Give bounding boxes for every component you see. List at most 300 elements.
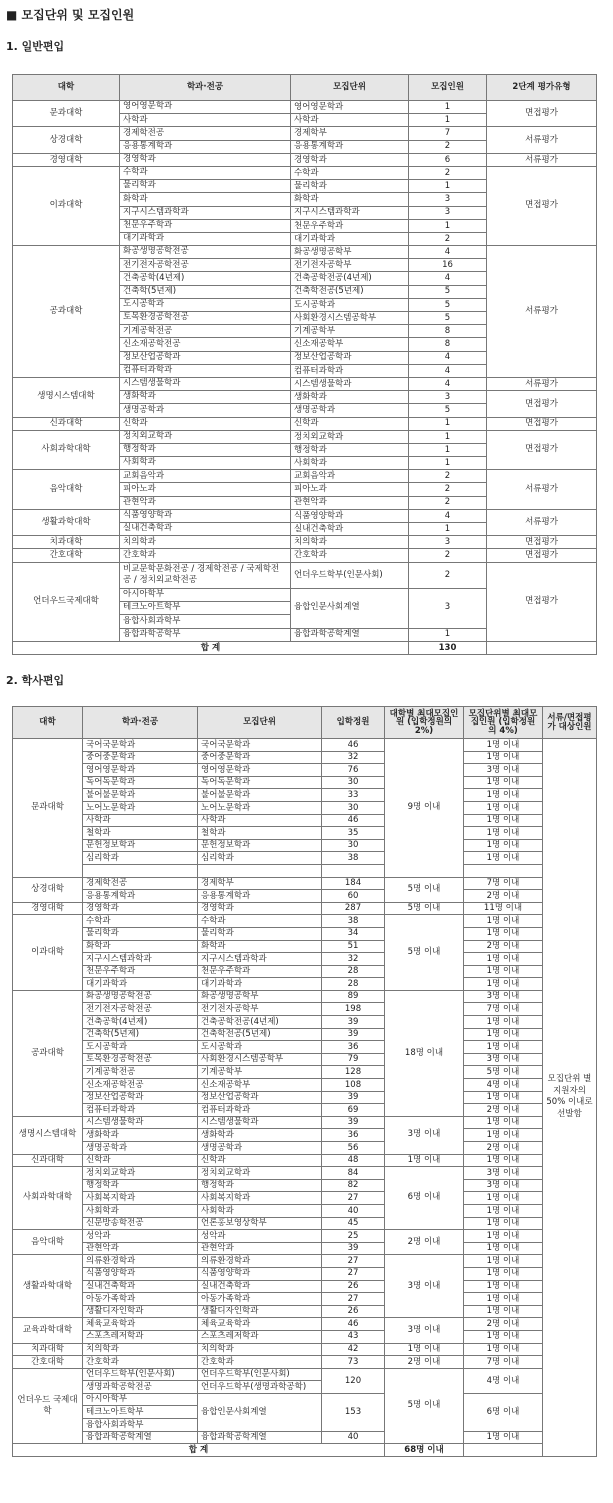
table-cell: 치의학과 bbox=[83, 1343, 198, 1356]
table-cell: 1명 이내 bbox=[464, 927, 543, 940]
table-cell: 2명 이내 bbox=[464, 1104, 543, 1117]
table-cell: 교육과학대학 bbox=[13, 1318, 83, 1343]
table-cell: 1 bbox=[409, 430, 487, 443]
table-cell: 신학과 bbox=[120, 417, 291, 430]
table-cell: 108 bbox=[322, 1079, 385, 1092]
header-eval-type: 2단계 평가유형 bbox=[487, 75, 597, 101]
table-cell: 언더우드 국제대학 bbox=[13, 1368, 83, 1444]
table-cell: 생화학과 bbox=[291, 391, 409, 404]
table-cell: 생명공학과 bbox=[198, 1142, 322, 1155]
table-cell: 1 bbox=[409, 114, 487, 127]
table-cell: 정치외교학과 bbox=[198, 1167, 322, 1180]
table-row bbox=[13, 839, 597, 852]
table-row bbox=[13, 1356, 597, 1369]
table-row bbox=[13, 417, 597, 430]
table-cell: 신학과 bbox=[83, 1154, 198, 1167]
table-row bbox=[13, 827, 597, 840]
table-cell: 비교문학문화전공 / 경제학전공 / 국제학전공 / 정치외교학전공 bbox=[120, 562, 291, 588]
table-cell: 경영학과 bbox=[198, 902, 322, 915]
table-cell: 생명과학공학전공 bbox=[83, 1381, 198, 1394]
table-cell: 2명 이내 bbox=[464, 1318, 543, 1331]
table-cell: 사회과학대학 bbox=[13, 430, 120, 470]
table-cell: 30 bbox=[322, 776, 385, 789]
table-cell bbox=[322, 864, 385, 877]
table-cell: 식품영양학과 bbox=[120, 509, 291, 522]
table-cell: 27 bbox=[322, 1255, 385, 1268]
table-cell: 9명 이내 bbox=[385, 739, 464, 878]
table-cell: 1명 이내 bbox=[464, 953, 543, 966]
table-row bbox=[13, 902, 597, 915]
table-row bbox=[13, 915, 597, 928]
table-cell: 컴퓨터과학과 bbox=[198, 1104, 322, 1117]
table-cell: 4 bbox=[409, 246, 487, 259]
table-cell: 식품영양학과 bbox=[83, 1267, 198, 1280]
total-row bbox=[13, 641, 597, 654]
table-cell: 46 bbox=[322, 1318, 385, 1331]
table-cell: 1 bbox=[409, 523, 487, 536]
header-eval-target: 서류/면접평가 대상인원 bbox=[543, 707, 597, 739]
table-cell: 1명 이내 bbox=[464, 1230, 543, 1243]
table-cell: 면접평가 bbox=[487, 391, 597, 417]
table-cell: 생화학과 bbox=[83, 1129, 198, 1142]
table-cell: 노어노문학과 bbox=[83, 801, 198, 814]
table-row bbox=[13, 549, 597, 562]
table-cell: 39 bbox=[322, 1242, 385, 1255]
table-cell: 1명 이내 bbox=[464, 739, 543, 752]
table-cell: 사회학과 bbox=[198, 1204, 322, 1217]
table-cell: 간호학과 bbox=[120, 549, 291, 562]
table-cell: 생명공학과 bbox=[120, 404, 291, 417]
table-cell: 84 bbox=[322, 1167, 385, 1180]
table-cell: 1명 이내 bbox=[464, 1091, 543, 1104]
table-cell: 생화학과 bbox=[120, 391, 291, 404]
table-cell: 사회학과 bbox=[83, 1204, 198, 1217]
table-cell: 2명 이내 bbox=[385, 1230, 464, 1255]
table-cell: 이과대학 bbox=[13, 166, 120, 245]
table-cell: 2 bbox=[409, 470, 487, 483]
table-cell: 79 bbox=[322, 1053, 385, 1066]
table-cell: 2명 이내 bbox=[464, 1142, 543, 1155]
table-cell: 언더우드학부(인문사회) bbox=[83, 1368, 198, 1381]
table-cell: 287 bbox=[322, 902, 385, 915]
table-cell: 신학과 bbox=[291, 417, 409, 430]
table-cell: 36 bbox=[322, 1129, 385, 1142]
table-cell: 면접평가 bbox=[487, 417, 597, 430]
table-cell: 1명 이내 bbox=[464, 1280, 543, 1293]
table-cell: 3 bbox=[409, 193, 487, 206]
table-cell: 테크노아트학부 bbox=[83, 1406, 198, 1419]
table-cell: 신과대학 bbox=[13, 417, 120, 430]
table-cell: 4 bbox=[409, 364, 487, 377]
table-cell: 공과대학 bbox=[13, 246, 120, 378]
table-cell: 정보산업공학과 bbox=[120, 351, 291, 364]
table-cell: 문헌정보학과 bbox=[83, 839, 198, 852]
table-row bbox=[13, 940, 597, 953]
table-cell: 서류평가 bbox=[487, 246, 597, 378]
table-row bbox=[13, 127, 597, 140]
table-cell: 융합과학공학계열 bbox=[198, 1431, 322, 1444]
table-cell: 중어중문학과 bbox=[198, 751, 322, 764]
table-row bbox=[13, 1116, 597, 1129]
table-cell: 76 bbox=[322, 764, 385, 777]
table-cell: 7명 이내 bbox=[464, 1356, 543, 1369]
table-cell: 서류평가 bbox=[487, 377, 597, 390]
table-cell: 3 bbox=[409, 391, 487, 404]
table-cell: 간호학과 bbox=[83, 1356, 198, 1369]
table-cell: 1명 이내 bbox=[464, 801, 543, 814]
table-cell: 1명 이내 bbox=[464, 1293, 543, 1306]
table-cell: 면접평가 bbox=[487, 101, 597, 127]
table-cell: 8 bbox=[409, 338, 487, 351]
table-row bbox=[13, 751, 597, 764]
table-cell: 3명 이내 bbox=[385, 1255, 464, 1318]
table-row bbox=[13, 953, 597, 966]
table-cell: 의류환경학과 bbox=[198, 1255, 322, 1268]
table-cell: 1명 이내 bbox=[464, 1330, 543, 1343]
table-cell: 73 bbox=[322, 1356, 385, 1369]
table-cell: 6 bbox=[409, 153, 487, 166]
table-cell: 5명 이내 bbox=[385, 877, 464, 902]
table-cell: 48 bbox=[322, 1154, 385, 1167]
table-cell: 실내건축학과 bbox=[83, 1280, 198, 1293]
table-cell: 독어독문학과 bbox=[198, 776, 322, 789]
table-cell: 36 bbox=[322, 1041, 385, 1054]
table-cell: 국어국문학과 bbox=[198, 739, 322, 752]
table-cell: 천문우주학과 bbox=[83, 965, 198, 978]
table-cell: 의류환경학과 bbox=[83, 1255, 198, 1268]
table-row bbox=[13, 864, 597, 877]
table-cell: 1명 이내 bbox=[464, 1305, 543, 1318]
table-cell: 18명 이내 bbox=[385, 990, 464, 1116]
table-cell: 생활과학대학 bbox=[13, 1255, 83, 1318]
table-cell: 수학과 bbox=[198, 915, 322, 928]
table-row bbox=[13, 789, 597, 802]
table-cell: 사회과학대학 bbox=[13, 1167, 83, 1230]
table-row bbox=[13, 1179, 597, 1192]
table-cell: 1명 이내 bbox=[464, 1267, 543, 1280]
table-cell: 3 bbox=[409, 588, 487, 628]
table-cell: 1 bbox=[409, 457, 487, 470]
table-cell: 4 bbox=[409, 272, 487, 285]
table-cell: 교회음악과 bbox=[120, 470, 291, 483]
table-cell: 언더우드학부(인문사회) bbox=[291, 562, 409, 588]
table-cell: 1명 이내 bbox=[464, 915, 543, 928]
table-row bbox=[13, 1230, 597, 1243]
table-cell bbox=[198, 864, 322, 877]
table-cell: 30 bbox=[322, 839, 385, 852]
table-cell: 관현악과 bbox=[120, 496, 291, 509]
table-cell: 언더우드국제대학 bbox=[13, 562, 120, 641]
table-cell: 신소재공학부 bbox=[198, 1079, 322, 1092]
table-cell: 1명 이내 bbox=[464, 827, 543, 840]
table-cell: 화학과 bbox=[198, 940, 322, 953]
table-cell: 신학과 bbox=[198, 1154, 322, 1167]
table-row bbox=[13, 509, 597, 522]
table-cell: 27 bbox=[322, 1293, 385, 1306]
table-cell: 기계공학전공 bbox=[83, 1066, 198, 1079]
table-cell: 정치외교학과 bbox=[291, 430, 409, 443]
table-cell: 34 bbox=[322, 927, 385, 940]
table-cell: 39 bbox=[322, 1016, 385, 1029]
header-unit: 모집단위 bbox=[198, 707, 322, 739]
table-cell: 1명 이내 bbox=[464, 1242, 543, 1255]
table-cell: 1명 이내 bbox=[464, 1016, 543, 1029]
table-cell: 28 bbox=[322, 965, 385, 978]
table-cell: 25 bbox=[322, 1230, 385, 1243]
header-quota: 모집인원 bbox=[409, 75, 487, 101]
table-cell: 1명 이내 bbox=[464, 978, 543, 991]
table-cell: 대기과학과 bbox=[291, 232, 409, 245]
table-cell: 행정학과 bbox=[120, 443, 291, 456]
table-cell: 수학과 bbox=[291, 166, 409, 179]
table-row bbox=[13, 1079, 597, 1092]
total-value: 130 bbox=[409, 641, 487, 654]
table-cell: 33 bbox=[322, 789, 385, 802]
total-empty bbox=[487, 641, 597, 654]
table-cell: 사학과 bbox=[120, 114, 291, 127]
table-cell: 3명 이내 bbox=[385, 1116, 464, 1154]
table-row bbox=[13, 776, 597, 789]
table-cell: 8 bbox=[409, 325, 487, 338]
table-cell: 공과대학 bbox=[13, 990, 83, 1116]
table-cell: 1 bbox=[409, 101, 487, 114]
header-department: 학과·전공 bbox=[120, 75, 291, 101]
table-cell: 정치외교학과 bbox=[83, 1167, 198, 1180]
table-cell: 식품영양학과 bbox=[198, 1267, 322, 1280]
table-cell: 26 bbox=[322, 1280, 385, 1293]
table-cell: 도시공학과 bbox=[198, 1041, 322, 1054]
table-cell: 사회학과 bbox=[120, 457, 291, 470]
table-cell: 1명 이내 bbox=[464, 1431, 543, 1444]
table-cell: 생활과학대학 bbox=[13, 509, 120, 535]
table-cell: 기계공학부 bbox=[198, 1066, 322, 1079]
table-cell: 융합과학공학계열 bbox=[291, 628, 409, 641]
table-cell: 4명 이내 bbox=[464, 1079, 543, 1092]
table-row bbox=[13, 990, 597, 1003]
table-cell: 정보산업공학과 bbox=[198, 1091, 322, 1104]
table-cell: 응용통계학과 bbox=[291, 140, 409, 153]
table-cell: 도시공학과 bbox=[83, 1041, 198, 1054]
table-cell: 생화학과 bbox=[198, 1129, 322, 1142]
table-cell: 철학과 bbox=[198, 827, 322, 840]
table-cell: 4 bbox=[409, 509, 487, 522]
table-cell: 생활디자인학과 bbox=[198, 1305, 322, 1318]
header-college: 대학 bbox=[13, 707, 83, 739]
table-cell: 3명 이내 bbox=[464, 1179, 543, 1192]
table-cell: 1명 이내 bbox=[385, 1154, 464, 1167]
table-cell: 198 bbox=[322, 1003, 385, 1016]
table-cell: 전기전자공학전공 bbox=[120, 259, 291, 272]
table-cell: 컴퓨터과학과 bbox=[120, 364, 291, 377]
table-cell: 생명시스템대학 bbox=[13, 1116, 83, 1154]
table-cell: 35 bbox=[322, 827, 385, 840]
table-cell: 2 bbox=[409, 140, 487, 153]
table-cell: 1 bbox=[409, 443, 487, 456]
table-row bbox=[13, 1305, 597, 1318]
table-cell: 스포츠레저학과 bbox=[198, 1330, 322, 1343]
table-cell: 153 bbox=[322, 1393, 385, 1431]
table-cell: 언더우드학부(인문사회) bbox=[198, 1368, 322, 1381]
table-cell: 2 bbox=[409, 562, 487, 588]
table-cell: 행정학과 bbox=[291, 443, 409, 456]
table-cell: 시스템생물학과 bbox=[83, 1116, 198, 1129]
table-cell: 경제학부 bbox=[198, 877, 322, 890]
table-row bbox=[13, 153, 597, 166]
table-row bbox=[13, 1393, 597, 1406]
table-cell: 융합사회과학부 bbox=[83, 1419, 198, 1432]
table-cell: 독어독문학과 bbox=[83, 776, 198, 789]
table-cell bbox=[83, 864, 198, 877]
table-cell: 건축공학(4년제) bbox=[83, 1016, 198, 1029]
table-cell: 1 bbox=[409, 417, 487, 430]
table-cell: 아시아학부 bbox=[83, 1393, 198, 1406]
table-cell: 건축공학전공(4년제) bbox=[291, 272, 409, 285]
table-row bbox=[13, 1368, 597, 1381]
table-cell: 3명 이내 bbox=[385, 1318, 464, 1343]
table-cell: 서류평가 bbox=[487, 153, 597, 166]
table-cell: 3명 이내 bbox=[464, 764, 543, 777]
table-cell: 5 bbox=[409, 312, 487, 325]
table-cell: 사회환경시스템공학부 bbox=[291, 312, 409, 325]
table-cell: 정보산업공학과 bbox=[83, 1091, 198, 1104]
table-cell: 2 bbox=[409, 496, 487, 509]
table-row bbox=[13, 1066, 597, 1079]
table-row bbox=[13, 814, 597, 827]
table-cell: 기계공학전공 bbox=[120, 325, 291, 338]
table-cell: 생활디자인학과 bbox=[83, 1305, 198, 1318]
table-cell: 관현악과 bbox=[291, 496, 409, 509]
table-cell: 전기전자공학부 bbox=[198, 1003, 322, 1016]
table-cell: 43 bbox=[322, 1330, 385, 1343]
table-cell: 5 bbox=[409, 298, 487, 311]
table-cell: 치과대학 bbox=[13, 536, 120, 549]
table-cell: 2명 이내 bbox=[385, 1356, 464, 1369]
table-cell: 38 bbox=[322, 852, 385, 865]
table-cell: 1명 이내 bbox=[464, 1028, 543, 1041]
table-cell: 184 bbox=[322, 877, 385, 890]
table-row bbox=[13, 1104, 597, 1117]
table-cell: 1명 이내 bbox=[464, 1255, 543, 1268]
table-cell: 6명 이내 bbox=[385, 1167, 464, 1230]
header-capacity: 입학정원 bbox=[322, 707, 385, 739]
table-cell: 사학과 bbox=[83, 814, 198, 827]
table-cell: 전기전자공학전공 bbox=[83, 1003, 198, 1016]
table-cell: 식품영양학과 bbox=[291, 509, 409, 522]
table-cell: 경제학전공 bbox=[83, 877, 198, 890]
table-cell: 사학과 bbox=[291, 114, 409, 127]
table-cell: 4명 이내 bbox=[464, 1368, 543, 1393]
table-cell: 철학과 bbox=[83, 827, 198, 840]
table-cell: 음악대학 bbox=[13, 470, 120, 510]
total-row bbox=[13, 1444, 597, 1457]
table-cell: 물리학과 bbox=[83, 927, 198, 940]
table-cell: 32 bbox=[322, 751, 385, 764]
table-cell: 건축학(5년제) bbox=[120, 285, 291, 298]
table-cell: 1명 이내 bbox=[464, 1116, 543, 1129]
table-row bbox=[13, 1330, 597, 1343]
table-cell: 7명 이내 bbox=[464, 877, 543, 890]
table-cell: 생명공학과 bbox=[291, 404, 409, 417]
table-cell: 60 bbox=[322, 890, 385, 903]
table-cell: 지구시스템과학과 bbox=[83, 953, 198, 966]
table-cell: 스포츠레저학과 bbox=[83, 1330, 198, 1343]
header-college-max: 대학별 최대모집인원 (입학정원의 2%) bbox=[385, 707, 464, 739]
table-cell: 건축공학(4년제) bbox=[120, 272, 291, 285]
table-cell: 수학과 bbox=[83, 915, 198, 928]
table-cell: 1명 이내 bbox=[464, 814, 543, 827]
table-row bbox=[13, 536, 597, 549]
table-cell: 2명 이내 bbox=[464, 940, 543, 953]
table-cell: 응용통계학과 bbox=[83, 890, 198, 903]
total-label: 합 계 bbox=[13, 1444, 385, 1457]
table-cell: 6명 이내 bbox=[464, 1393, 543, 1431]
table-cell: 심리학과 bbox=[198, 852, 322, 865]
table-cell: 응용통계학과 bbox=[120, 140, 291, 153]
table-cell: 3명 이내 bbox=[464, 990, 543, 1003]
header-unit-max: 모집단위별 최대모집인원 (입학정원의 4%) bbox=[464, 707, 543, 739]
table-cell: 물리학과 bbox=[120, 180, 291, 193]
table-cell: 신문방송학전공 bbox=[83, 1217, 198, 1230]
table-row bbox=[13, 246, 597, 259]
table-cell: 27 bbox=[322, 1267, 385, 1280]
table-row bbox=[13, 927, 597, 940]
table-cell: 치의학과 bbox=[120, 536, 291, 549]
table-row bbox=[13, 1142, 597, 1155]
table-row bbox=[13, 1293, 597, 1306]
table-row bbox=[13, 890, 597, 903]
table-cell: 건축학전공(5년제) bbox=[291, 285, 409, 298]
table-cell: 건축학전공(5년제) bbox=[198, 1028, 322, 1041]
table-cell: 1명 이내 bbox=[464, 1129, 543, 1142]
table-cell: 융합인문사회계열 bbox=[291, 588, 409, 628]
table-cell: 건축학(5년제) bbox=[83, 1028, 198, 1041]
table-cell: 46 bbox=[322, 739, 385, 752]
table-cell: 5 bbox=[409, 285, 487, 298]
header-department: 학과·전공 bbox=[83, 707, 198, 739]
table-row bbox=[13, 562, 597, 575]
section2-heading: 2. 학사편입 bbox=[6, 674, 65, 687]
table-row bbox=[13, 1154, 597, 1167]
table-cell: 사학과 bbox=[198, 814, 322, 827]
table-cell: 신소재공학전공 bbox=[83, 1079, 198, 1092]
table-cell: 상경대학 bbox=[13, 877, 83, 902]
table-cell: 1명 이내 bbox=[464, 1192, 543, 1205]
table-row bbox=[13, 1255, 597, 1268]
table-cell: 1 bbox=[409, 219, 487, 232]
table-cell: 화학과 bbox=[291, 193, 409, 206]
table-cell: 39 bbox=[322, 1091, 385, 1104]
table-cell: 실내건축학과 bbox=[291, 523, 409, 536]
total-value: 68명 이내 bbox=[385, 1444, 464, 1457]
table-cell: 건축공학전공(4년제) bbox=[198, 1016, 322, 1029]
table-cell: 1명 이내 bbox=[464, 1041, 543, 1054]
table-row bbox=[13, 1003, 597, 1016]
table-cell: 2 bbox=[409, 483, 487, 496]
table-row bbox=[13, 1217, 597, 1230]
table-cell: 1명 이내 bbox=[464, 1343, 543, 1356]
header-unit: 모집단위 bbox=[291, 75, 409, 101]
table-cell: 1명 이내 bbox=[464, 965, 543, 978]
table-cell: 컴퓨터과학과 bbox=[291, 364, 409, 377]
table-cell: 불어불문학과 bbox=[83, 789, 198, 802]
table-cell: 토목환경공학전공 bbox=[83, 1053, 198, 1066]
table-cell: 응용통계학과 bbox=[198, 890, 322, 903]
table-cell: 5 bbox=[409, 404, 487, 417]
table-cell: 42 bbox=[322, 1343, 385, 1356]
table-row bbox=[13, 1016, 597, 1029]
table-cell: 2 bbox=[409, 232, 487, 245]
table-cell: 40 bbox=[322, 1204, 385, 1217]
